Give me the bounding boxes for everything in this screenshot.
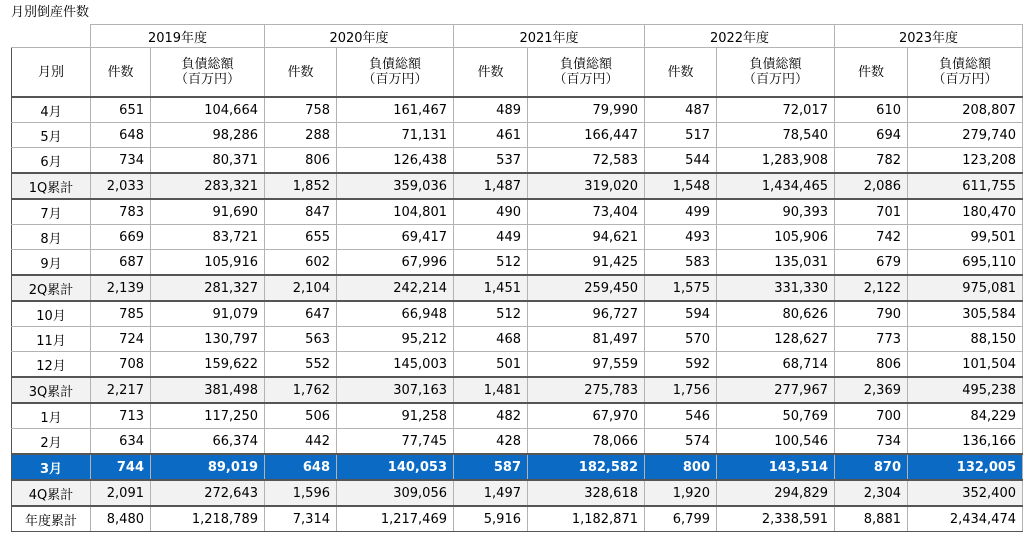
count-cell: 679	[835, 250, 908, 276]
row-label: 5月	[12, 123, 91, 148]
count-cell: 2,139	[91, 275, 151, 301]
debt-cell: 166,447	[528, 123, 645, 148]
count-cell: 7,314	[265, 506, 337, 532]
debt-cell: 1,283,908	[717, 148, 835, 174]
count-cell: 713	[91, 403, 151, 429]
debt-cell: 72,583	[528, 148, 645, 174]
debt-cell: 331,330	[717, 275, 835, 301]
debt-cell: 90,393	[717, 199, 835, 225]
debt-cell: 182,582	[528, 454, 645, 480]
row-label: 12月	[12, 352, 91, 378]
count-cell: 655	[265, 225, 337, 250]
debt-cell: 1,217,469	[337, 506, 454, 532]
count-cell: 461	[454, 123, 528, 148]
debt-cell: 136,166	[908, 429, 1023, 455]
count-cell: 2,086	[835, 173, 908, 199]
debt-cell: 50,769	[717, 403, 835, 429]
debt-cell: 2,338,591	[717, 506, 835, 532]
debt-cell: 81,497	[528, 327, 645, 352]
debt-cell: 91,690	[151, 199, 265, 225]
debt-cell: 140,053	[337, 454, 454, 480]
count-cell: 694	[835, 123, 908, 148]
row-label: 6月	[12, 148, 91, 174]
count-cell: 499	[645, 199, 717, 225]
count-cell: 288	[265, 123, 337, 148]
count-cell: 8,480	[91, 506, 151, 532]
debt-cell: 71,131	[337, 123, 454, 148]
debt-cell: 208,807	[908, 97, 1023, 123]
count-cell: 1,575	[645, 275, 717, 301]
debt-cell: 1,434,465	[717, 173, 835, 199]
count-cell: 592	[645, 352, 717, 378]
year-header: 2019年度	[91, 25, 265, 48]
debt-cell: 279,740	[908, 123, 1023, 148]
debt-cell: 352,400	[908, 480, 1023, 506]
debt-cell: 91,079	[151, 301, 265, 327]
count-cell: 847	[265, 199, 337, 225]
debt-cell: 128,627	[717, 327, 835, 352]
count-cell: 758	[265, 97, 337, 123]
count-cell: 1,481	[454, 377, 528, 403]
row-label: 2Q累計	[12, 275, 91, 301]
count-cell: 2,369	[835, 377, 908, 403]
table-row	[12, 123, 1023, 148]
subtotal-row	[12, 506, 1023, 532]
debt-cell: 66,374	[151, 429, 265, 455]
debt-header-line1: 負債総額	[938, 57, 991, 72]
count-cell: 544	[645, 148, 717, 174]
debt-cell: 259,450	[528, 275, 645, 301]
debt-cell: 272,643	[151, 480, 265, 506]
debt-cell: 1,218,789	[151, 506, 265, 532]
count-cell: 574	[645, 429, 717, 455]
debt-header-line2: （百万円）	[932, 72, 998, 87]
count-header: 件数	[91, 48, 151, 98]
debt-cell: 105,906	[717, 225, 835, 250]
count-cell: 594	[645, 301, 717, 327]
count-cell: 583	[645, 250, 717, 276]
row-label: 9月	[12, 250, 91, 276]
highlighted-row	[12, 454, 1023, 480]
debt-header	[908, 48, 1023, 98]
count-cell: 734	[835, 429, 908, 455]
corner-cell	[12, 25, 91, 48]
table-row	[12, 327, 1023, 352]
debt-cell: 1,182,871	[528, 506, 645, 532]
debt-cell: 78,540	[717, 123, 835, 148]
count-cell: 783	[91, 199, 151, 225]
debt-cell: 67,970	[528, 403, 645, 429]
debt-header-line1: 負債総額	[181, 57, 234, 72]
table-row	[12, 148, 1023, 174]
debt-cell: 66,948	[337, 301, 454, 327]
count-cell: 468	[454, 327, 528, 352]
table-row	[12, 250, 1023, 276]
table-row	[12, 403, 1023, 429]
count-cell: 648	[265, 454, 337, 480]
count-cell: 563	[265, 327, 337, 352]
count-cell: 782	[835, 148, 908, 174]
year-header: 2021年度	[454, 25, 645, 48]
table-row	[12, 97, 1023, 123]
debt-cell: 975,081	[908, 275, 1023, 301]
debt-cell: 95,212	[337, 327, 454, 352]
count-cell: 2,122	[835, 275, 908, 301]
debt-cell: 611,755	[908, 173, 1023, 199]
debt-cell: 495,238	[908, 377, 1023, 403]
count-cell: 6,799	[645, 506, 717, 532]
debt-cell: 68,714	[717, 352, 835, 378]
debt-cell: 97,559	[528, 352, 645, 378]
count-cell: 546	[645, 403, 717, 429]
count-cell: 490	[454, 199, 528, 225]
count-cell: 501	[454, 352, 528, 378]
count-cell: 489	[454, 97, 528, 123]
count-cell: 610	[835, 97, 908, 123]
year-header: 2022年度	[645, 25, 835, 48]
debt-header-line1: 負債総額	[559, 57, 612, 72]
count-cell: 2,091	[91, 480, 151, 506]
count-cell: 2,033	[91, 173, 151, 199]
debt-header	[528, 48, 645, 98]
count-cell: 587	[454, 454, 528, 480]
debt-cell: 294,829	[717, 480, 835, 506]
debt-cell: 77,745	[337, 429, 454, 455]
count-cell: 1,596	[265, 480, 337, 506]
debt-header-line1: 負債総額	[749, 57, 802, 72]
count-cell: 773	[835, 327, 908, 352]
debt-cell: 72,017	[717, 97, 835, 123]
debt-cell: 695,110	[908, 250, 1023, 276]
count-cell: 742	[835, 225, 908, 250]
debt-cell: 91,425	[528, 250, 645, 276]
row-label: 年度累計	[12, 506, 91, 532]
count-header: 件数	[265, 48, 337, 98]
count-cell: 537	[454, 148, 528, 174]
row-label: 4月	[12, 97, 91, 123]
row-label: 1月	[12, 403, 91, 429]
debt-cell: 381,498	[151, 377, 265, 403]
table-row	[12, 225, 1023, 250]
count-cell: 651	[91, 97, 151, 123]
debt-cell: 180,470	[908, 199, 1023, 225]
debt-cell: 80,626	[717, 301, 835, 327]
debt-cell: 117,250	[151, 403, 265, 429]
count-cell: 734	[91, 148, 151, 174]
table-row	[12, 199, 1023, 225]
count-cell: 806	[835, 352, 908, 378]
debt-cell: 96,727	[528, 301, 645, 327]
debt-cell: 275,783	[528, 377, 645, 403]
debt-cell: 78,066	[528, 429, 645, 455]
count-cell: 552	[265, 352, 337, 378]
count-cell: 602	[265, 250, 337, 276]
count-cell: 2,104	[265, 275, 337, 301]
debt-cell: 84,229	[908, 403, 1023, 429]
count-cell: 1,852	[265, 173, 337, 199]
debt-header-line2: （百万円）	[362, 72, 428, 87]
count-cell: 428	[454, 429, 528, 455]
count-cell: 517	[645, 123, 717, 148]
debt-cell: 305,584	[908, 301, 1023, 327]
row-label: 8月	[12, 225, 91, 250]
count-header: 件数	[454, 48, 528, 98]
debt-cell: 277,967	[717, 377, 835, 403]
debt-cell: 319,020	[528, 173, 645, 199]
debt-cell: 67,996	[337, 250, 454, 276]
year-header: 2023年度	[835, 25, 1023, 48]
debt-cell: 123,208	[908, 148, 1023, 174]
count-cell: 634	[91, 429, 151, 455]
count-cell: 785	[91, 301, 151, 327]
table-row	[12, 301, 1023, 327]
count-cell: 493	[645, 225, 717, 250]
month-header: 月別	[12, 48, 91, 98]
count-cell: 687	[91, 250, 151, 276]
count-cell: 870	[835, 454, 908, 480]
count-cell: 744	[91, 454, 151, 480]
row-label: 4Q累計	[12, 480, 91, 506]
debt-cell: 104,664	[151, 97, 265, 123]
debt-cell: 98,286	[151, 123, 265, 148]
debt-cell: 73,404	[528, 199, 645, 225]
debt-cell: 359,036	[337, 173, 454, 199]
debt-cell: 307,163	[337, 377, 454, 403]
debt-cell: 88,150	[908, 327, 1023, 352]
debt-cell: 328,618	[528, 480, 645, 506]
debt-cell: 283,321	[151, 173, 265, 199]
count-cell: 570	[645, 327, 717, 352]
count-cell: 1,451	[454, 275, 528, 301]
debt-header-line1: 負債総額	[368, 57, 421, 72]
year-header: 2020年度	[265, 25, 454, 48]
debt-header	[717, 48, 835, 98]
debt-cell: 159,622	[151, 352, 265, 378]
subtotal-row	[12, 480, 1023, 506]
count-cell: 442	[265, 429, 337, 455]
count-cell: 669	[91, 225, 151, 250]
debt-cell: 130,797	[151, 327, 265, 352]
debt-cell: 2,434,474	[908, 506, 1023, 532]
count-cell: 2,217	[91, 377, 151, 403]
table-row	[12, 429, 1023, 455]
count-cell: 1,487	[454, 173, 528, 199]
debt-cell: 135,031	[717, 250, 835, 276]
bankruptcy-table	[11, 24, 1023, 532]
debt-cell: 105,916	[151, 250, 265, 276]
debt-cell: 132,005	[908, 454, 1023, 480]
debt-cell: 161,467	[337, 97, 454, 123]
count-cell: 700	[835, 403, 908, 429]
debt-cell: 99,501	[908, 225, 1023, 250]
row-label: 11月	[12, 327, 91, 352]
debt-header	[337, 48, 454, 98]
count-cell: 708	[91, 352, 151, 378]
debt-cell: 91,258	[337, 403, 454, 429]
count-cell: 512	[454, 250, 528, 276]
debt-cell: 83,721	[151, 225, 265, 250]
count-cell: 8,881	[835, 506, 908, 532]
debt-cell: 104,801	[337, 199, 454, 225]
subtotal-row	[12, 275, 1023, 301]
page-title: 月別倒産件数	[11, 5, 90, 20]
count-cell: 800	[645, 454, 717, 480]
count-header: 件数	[835, 48, 908, 98]
count-cell: 647	[265, 301, 337, 327]
debt-cell: 94,621	[528, 225, 645, 250]
row-label: 3Q累計	[12, 377, 91, 403]
debt-cell: 242,214	[337, 275, 454, 301]
count-cell: 487	[645, 97, 717, 123]
debt-cell: 126,438	[337, 148, 454, 174]
count-cell: 506	[265, 403, 337, 429]
count-cell: 1,756	[645, 377, 717, 403]
debt-header-line2: （百万円）	[553, 72, 619, 87]
count-cell: 1,762	[265, 377, 337, 403]
debt-cell: 79,990	[528, 97, 645, 123]
row-label: 10月	[12, 301, 91, 327]
debt-cell: 80,371	[151, 148, 265, 174]
debt-cell: 69,417	[337, 225, 454, 250]
debt-cell: 309,056	[337, 480, 454, 506]
debt-cell: 89,019	[151, 454, 265, 480]
row-label: 7月	[12, 199, 91, 225]
debt-header-line2: （百万円）	[742, 72, 808, 87]
count-cell: 482	[454, 403, 528, 429]
count-cell: 449	[454, 225, 528, 250]
count-cell: 806	[265, 148, 337, 174]
debt-cell: 281,327	[151, 275, 265, 301]
debt-header	[151, 48, 265, 98]
subtotal-row	[12, 377, 1023, 403]
count-cell: 1,548	[645, 173, 717, 199]
count-header: 件数	[645, 48, 717, 98]
debt-cell: 101,504	[908, 352, 1023, 378]
count-cell: 724	[91, 327, 151, 352]
count-cell: 5,916	[454, 506, 528, 532]
table-row	[12, 352, 1023, 378]
count-cell: 1,920	[645, 480, 717, 506]
debt-cell: 143,514	[717, 454, 835, 480]
row-label: 1Q累計	[12, 173, 91, 199]
debt-cell: 145,003	[337, 352, 454, 378]
count-cell: 701	[835, 199, 908, 225]
row-label: 2月	[12, 429, 91, 455]
count-cell: 648	[91, 123, 151, 148]
row-label: 3月	[12, 454, 91, 480]
subtotal-row	[12, 173, 1023, 199]
count-cell: 790	[835, 301, 908, 327]
count-cell: 1,497	[454, 480, 528, 506]
count-cell: 512	[454, 301, 528, 327]
count-cell: 2,304	[835, 480, 908, 506]
debt-cell: 100,546	[717, 429, 835, 455]
debt-header-line2: （百万円）	[174, 72, 240, 87]
